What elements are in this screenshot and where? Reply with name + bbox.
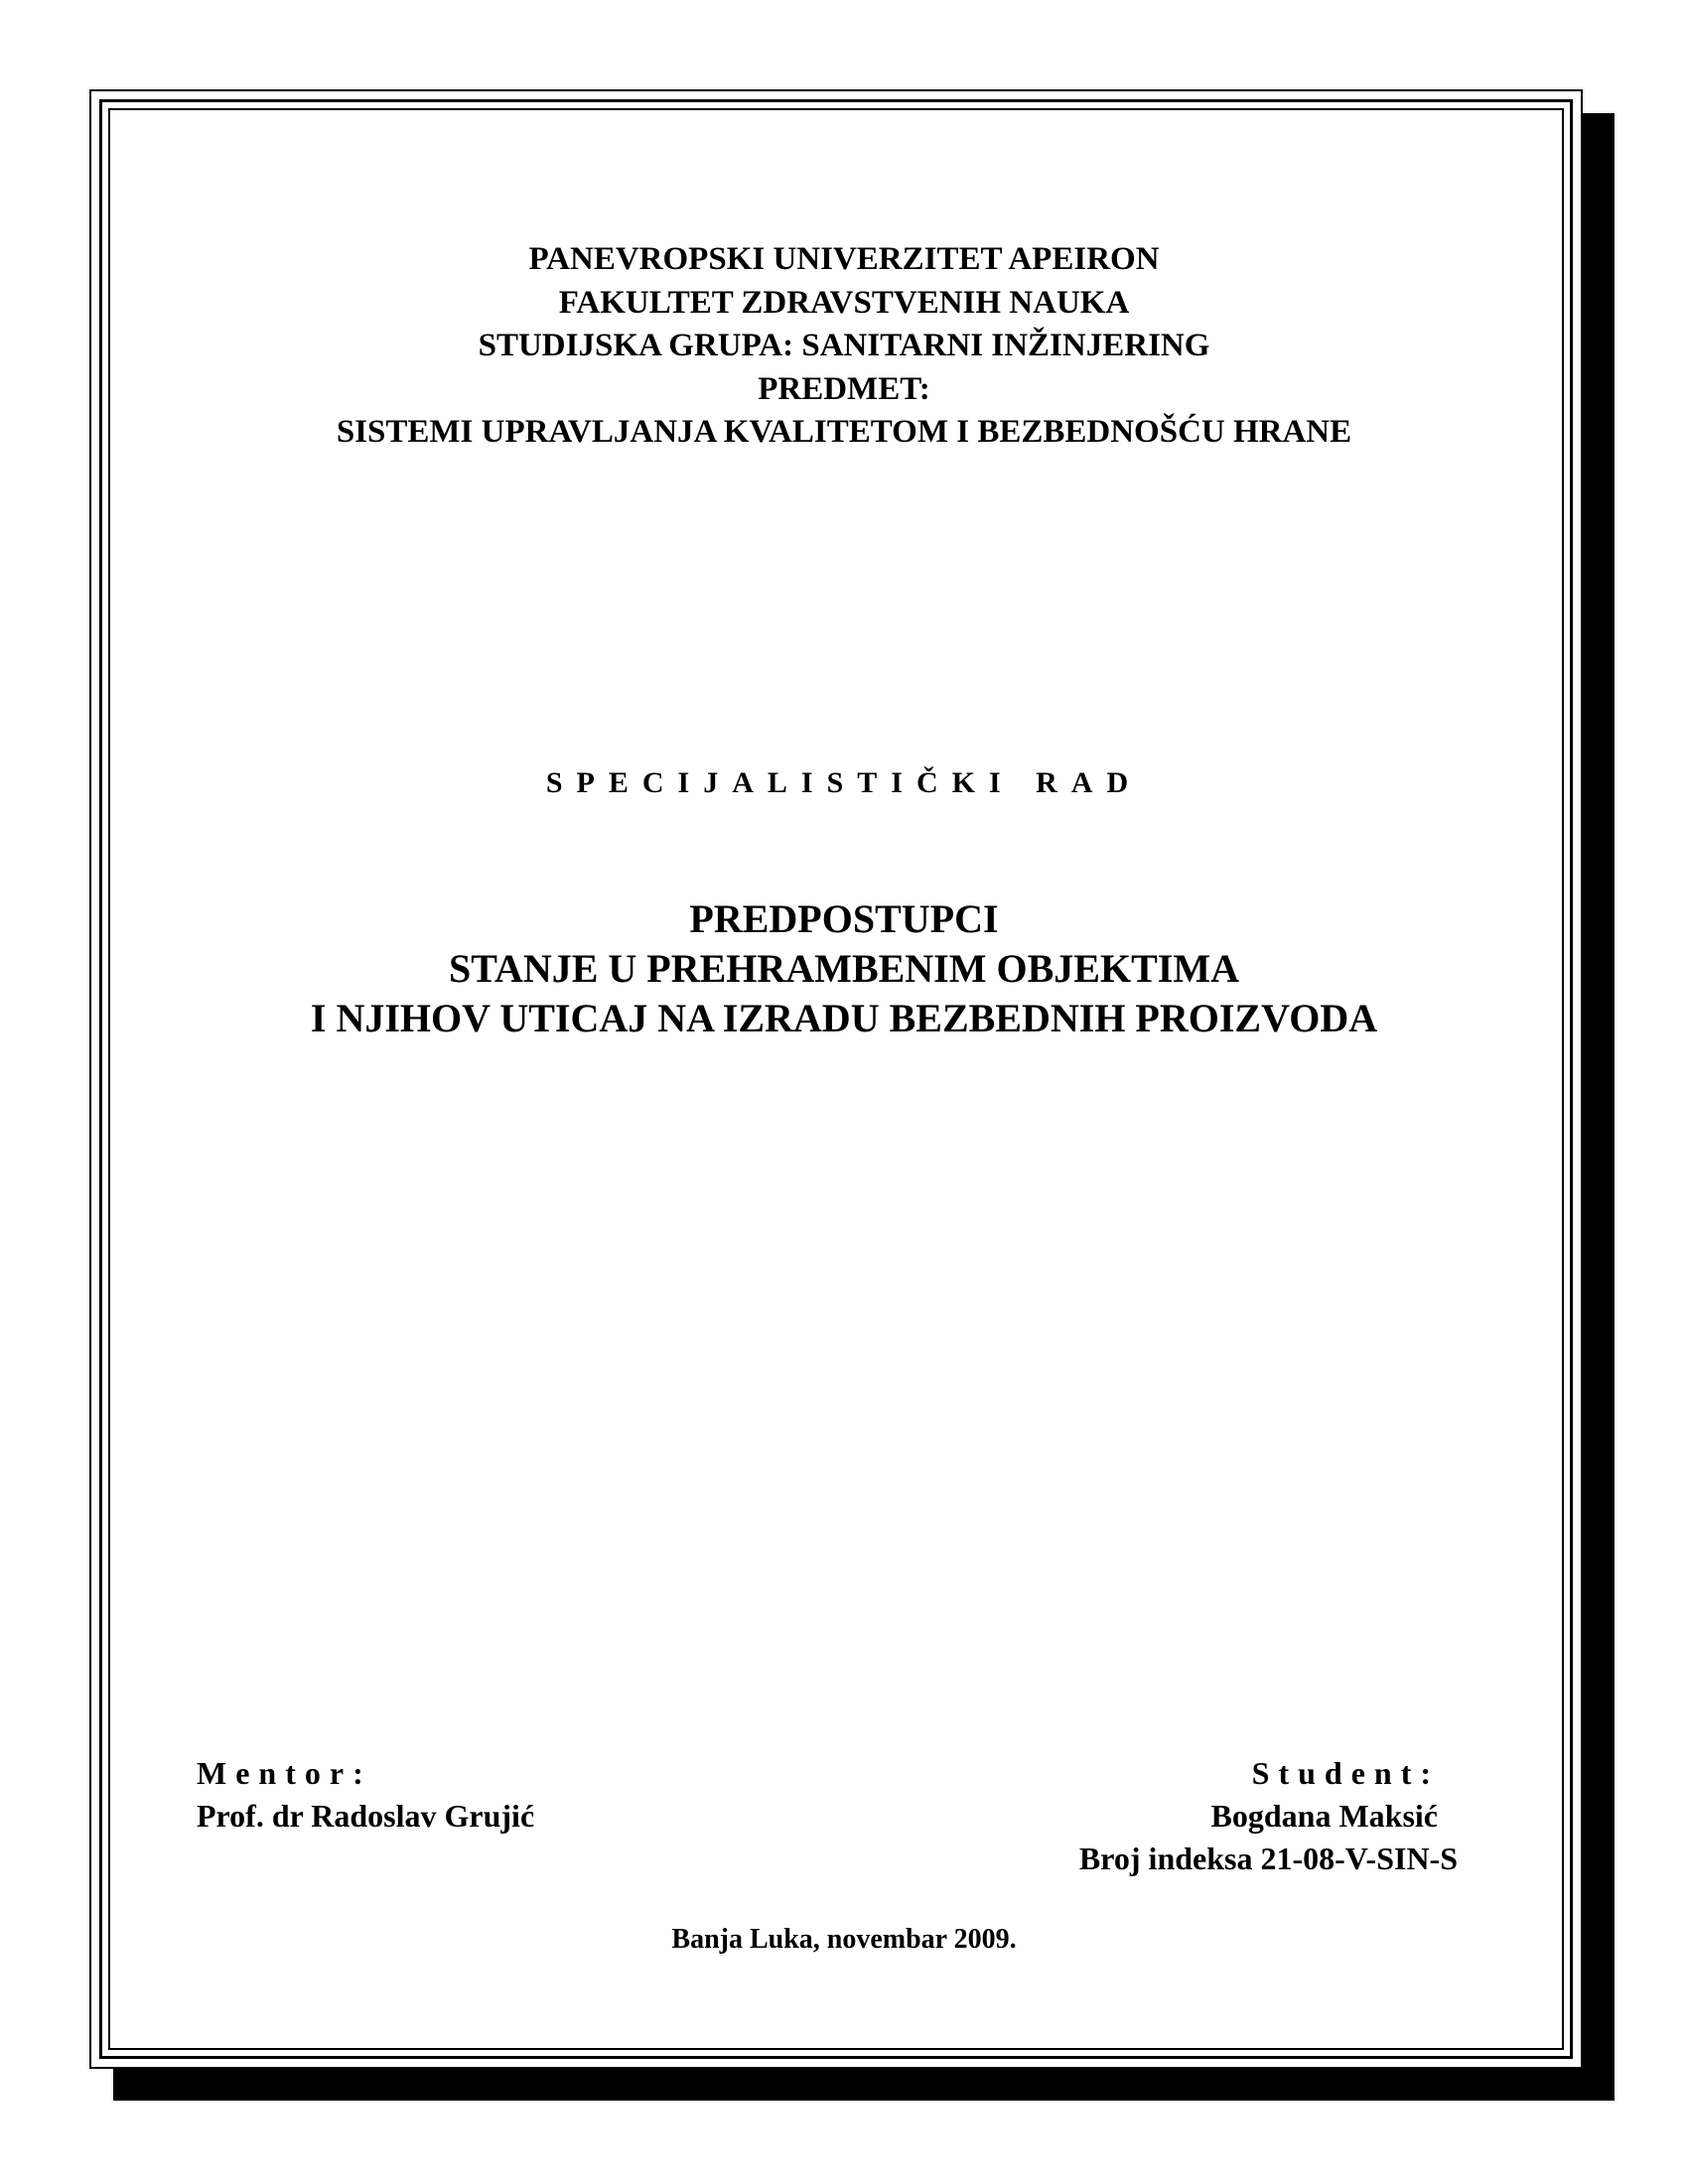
mentor-block (197, 1752, 534, 1838)
student-index: Broj indeksa 21-08-V-SIN-S (1078, 1841, 1458, 1876)
student-name: Bogdana Maksić (1210, 1798, 1438, 1834)
title-line-3: I NJIHOV UTICAJ NA IZRADU BEZBEDNIH PROIZVODA (310, 996, 1378, 1040)
title-line-2: STANJE U PREHRAMBENIM OBJEKTIMA (449, 946, 1239, 991)
faculty-name: FAKULTET ZDRAVSTVENIH NAUKA (558, 284, 1130, 321)
student-block (1079, 1752, 1458, 1880)
subject-label: PREDMET: (758, 370, 930, 407)
student-label: Student: (1251, 1755, 1440, 1791)
title-line-1: PREDPOSTUPCI (689, 896, 999, 941)
university-name: PANEVROPSKI UNIVERZITET APEIRON (528, 241, 1160, 277)
subject-name: SISTEMI UPRAVLJANJA KVALITETOM I BEZBEDNOŠĆU HRANE (336, 414, 1352, 450)
place-and-date: Banja Luka, novembar 2009. (671, 1924, 1017, 1955)
mentor-label: Mentor: (197, 1755, 372, 1791)
document-type: SPECIJALISTIČKI RAD (545, 766, 1143, 799)
institution-header (0, 238, 1688, 455)
study-group: STUDIJSKA GRUPA: SANITARNI INŽINJERING (478, 328, 1210, 363)
mentor-name: Prof. dr Radoslav Grujić (197, 1798, 535, 1834)
thesis-title (0, 894, 1688, 1043)
